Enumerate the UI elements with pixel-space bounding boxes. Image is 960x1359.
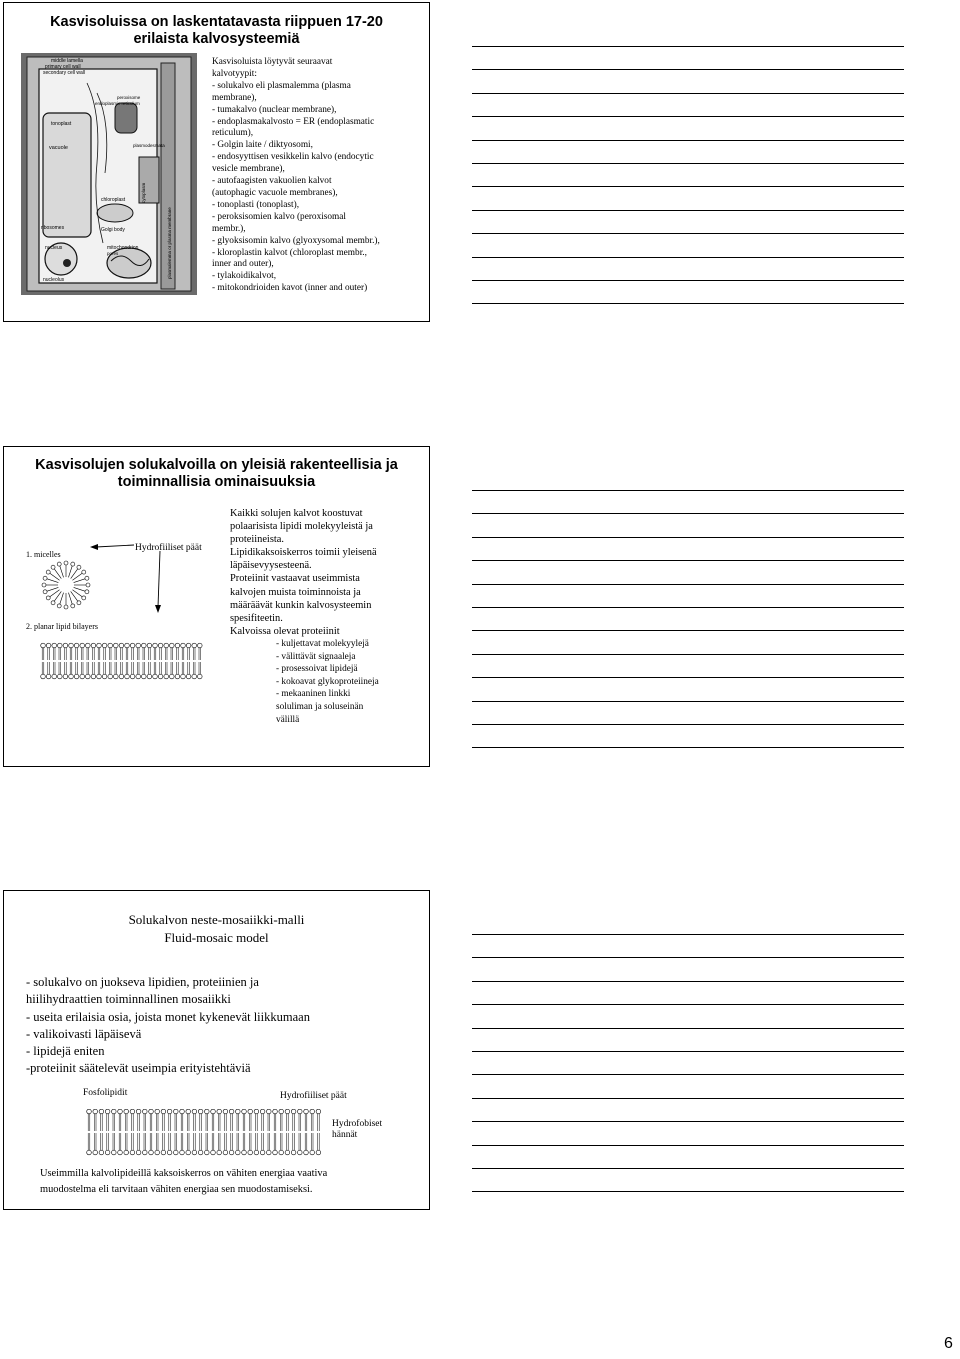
footnote-line: Useimmilla kalvolipideillä kaksoiskerros on vähiten energiaa vaativa xyxy=(40,1168,328,1179)
note-line xyxy=(472,1098,904,1099)
list-line: - mitokondrioiden kavot (inner and outer) xyxy=(212,283,368,294)
list-line: membr.), xyxy=(212,223,246,234)
list-line: - endosyyttisen vesikkelin kalvo (endocytic xyxy=(212,152,374,163)
protein-function-item: - välittävät signaaleja xyxy=(276,651,356,662)
svg-text:plasmodesmata: plasmodesmata xyxy=(133,143,165,148)
fluid-mosaic-list xyxy=(26,974,310,1078)
list-line: - solukalvo on juokseva lipidien, proteiinien ja xyxy=(26,975,259,989)
note-line xyxy=(472,1145,904,1146)
svg-text:endoplasmic reticulum: endoplasmic reticulum xyxy=(95,101,140,106)
text-line: kalvojen muista toiminnoista ja xyxy=(230,586,361,598)
note-line xyxy=(472,747,904,748)
list-line: - Golgin laite / diktyosomi, xyxy=(212,140,313,151)
svg-text:cytoplasm: cytoplasm xyxy=(141,182,146,203)
hydrophobic-tails-label: Hydrofobiset hännät xyxy=(332,1119,383,1140)
list-line: - lipidejä eniten xyxy=(26,1044,105,1059)
note-line xyxy=(472,233,904,234)
plant-cell-diagram xyxy=(21,53,197,295)
note-line xyxy=(472,257,904,258)
svg-text:chloroplast: chloroplast xyxy=(101,197,126,203)
note-line xyxy=(472,140,904,141)
membrane-properties-text xyxy=(230,507,426,726)
text-line: määräävät kunkin kalvosysteemin xyxy=(230,599,372,611)
note-line xyxy=(472,957,904,958)
note-line xyxy=(472,537,904,538)
protein-function-item: - kuljettavat molekyylejä xyxy=(276,638,369,649)
text-line: Lipidikaksoiskerros toimii yleisenä xyxy=(230,547,377,559)
svg-text:ribosomes: ribosomes xyxy=(41,225,65,231)
title-line: Fluid-mosaic model xyxy=(164,930,269,945)
title-line: Solukalvon neste-mosaiikki-malli xyxy=(128,912,305,927)
note-line xyxy=(472,1028,904,1029)
note-line xyxy=(472,584,904,585)
phospholipid-bilayer-drawing xyxy=(86,1109,326,1157)
list-line: inner and outer), xyxy=(212,259,274,270)
list-line: - solukalvo eli plasmalemma (plasma xyxy=(212,80,351,91)
membrane-types-list xyxy=(212,57,424,295)
text-line: läpäisevyysesteenä. xyxy=(230,560,312,572)
svg-text:vacuole: vacuole xyxy=(49,145,68,151)
list-line: hiilihydraattien toiminnallinen mosaiikki xyxy=(26,992,231,1007)
list-line: - autofaagisten vakuolien kalvot xyxy=(212,176,332,187)
diagram-label: middle lamella xyxy=(51,58,83,64)
bilayer-drawing xyxy=(41,643,202,679)
note-line xyxy=(472,513,904,514)
list-line: reticulum), xyxy=(212,128,254,139)
footnote-line: muodostelma eli tarvitaan vähiten energiaa sen muodostamiseksi. xyxy=(40,1183,313,1195)
phospholipids-label: Fosfolipidit xyxy=(83,1088,128,1098)
note-line xyxy=(472,560,904,561)
note-line xyxy=(472,303,904,304)
note-line xyxy=(472,701,904,702)
slide-fluid-mosaic xyxy=(3,890,430,1210)
svg-text:tonoplast: tonoplast xyxy=(51,121,72,127)
hydrophilic-heads-label: Hydrofiiliset päät xyxy=(280,1091,347,1101)
protein-function-item: - mekaaninen linkki xyxy=(276,689,351,700)
slide-title: Kasvisoluissa on laskentatavasta riippuen 17-20 erilaista kalvosysteemiä xyxy=(50,14,383,47)
list-line: Kasvisoluista löytyvät seuraavat xyxy=(212,57,333,67)
figure-label: 2. planar lipid bilayers xyxy=(26,622,98,631)
list-line: kalvotyypit: xyxy=(212,68,257,79)
list-line: - tonoplasti (tonoplast), xyxy=(212,199,300,210)
text-line: Proteiinit vastaavat useimmista xyxy=(230,573,360,585)
slide-title: Kasvisolujen solukalvoilla on yleisiä rakenteellisia ja toiminnallisia ominaisuuksia xyxy=(35,457,398,490)
list-line: vesicle membrane), xyxy=(212,164,285,175)
note-line xyxy=(472,654,904,655)
protein-function-item: välillä xyxy=(276,714,300,725)
note-line xyxy=(472,934,904,935)
list-line: - kloroplastin kalvot (chloroplast membr., xyxy=(212,247,367,258)
note-line xyxy=(472,1121,904,1122)
note-line xyxy=(472,981,904,982)
svg-text:nucleus: nucleus xyxy=(45,245,63,251)
note-line xyxy=(472,724,904,725)
note-line xyxy=(472,630,904,631)
svg-text:pores: pores xyxy=(107,251,119,256)
note-line xyxy=(472,1074,904,1075)
note-line xyxy=(472,490,904,491)
note-line xyxy=(472,280,904,281)
protein-function-item: soluliman ja soluseinän xyxy=(276,701,364,712)
list-line: - valikoivasti läpäisevä xyxy=(26,1026,142,1041)
list-line: -proteiinit säätelevät useimpia erityistehtäviä xyxy=(26,1061,251,1076)
bilayer-footnote xyxy=(40,1166,327,1197)
text-line: proteiineista. xyxy=(230,534,284,546)
svg-text:mitochondrion: mitochondrion xyxy=(107,245,139,251)
slide-membrane-systems xyxy=(3,2,430,322)
svg-text:nucleolus: nucleolus xyxy=(43,277,65,283)
note-line xyxy=(472,46,904,47)
list-line: (autophagic vacuole membranes), xyxy=(212,187,338,198)
slide-title xyxy=(4,911,429,947)
svg-text:primary cell wall: primary cell wall xyxy=(45,64,81,70)
note-line xyxy=(472,1191,904,1192)
list-line: - peroksisomien kalvo (peroxisomal xyxy=(212,211,347,222)
text-line: Kaikki solujen kalvot koostuvat xyxy=(230,508,363,519)
svg-text:secondary cell wall: secondary cell wall xyxy=(43,70,85,76)
list-line: membrane), xyxy=(212,92,257,103)
list-line: - glyoksisomin kalvo (glyoxysomal membr.), xyxy=(212,235,380,246)
list-line: - tumakalvo (nuclear membrane), xyxy=(212,104,337,115)
hydrophilic-heads-label: Hydrofiiliset päät xyxy=(135,543,202,553)
note-line xyxy=(472,69,904,70)
list-line: - tylakoidikalvot, xyxy=(212,271,277,282)
svg-text:plasmalemma or plasma membrane: plasmalemma or plasma membrane xyxy=(167,207,172,279)
page-number: 6 xyxy=(944,1335,953,1352)
protein-function-item: - prosessoivat lipidejä xyxy=(276,664,358,675)
svg-text:Golgi body: Golgi body xyxy=(101,227,125,233)
list-line: - useita erilaisia osia, joista monet kykenevät liikkumaan xyxy=(26,1009,310,1024)
slide-membrane-properties xyxy=(3,446,430,767)
list-line: - endoplasmakalvosto = ER (endoplasmatic xyxy=(212,116,375,127)
svg-text:peroxisome: peroxisome xyxy=(117,95,141,100)
note-line xyxy=(472,1004,904,1005)
note-line xyxy=(472,93,904,94)
micelle-drawing xyxy=(42,561,90,609)
note-line xyxy=(472,163,904,164)
note-line xyxy=(472,186,904,187)
note-line xyxy=(472,210,904,211)
note-line xyxy=(472,116,904,117)
note-line xyxy=(472,1168,904,1169)
text-line: Kalvoissa olevat proteiinit xyxy=(230,625,340,637)
note-line xyxy=(472,1051,904,1052)
figure-label: 1. micelles xyxy=(26,550,61,559)
protein-function-item: - kokoavat glykoproteiineja xyxy=(276,676,379,687)
note-line xyxy=(472,607,904,608)
note-line xyxy=(472,677,904,678)
text-line: polaarisista lipidi molekyyleistä ja xyxy=(230,521,373,533)
text-line: spesifiteetin. xyxy=(230,612,283,624)
